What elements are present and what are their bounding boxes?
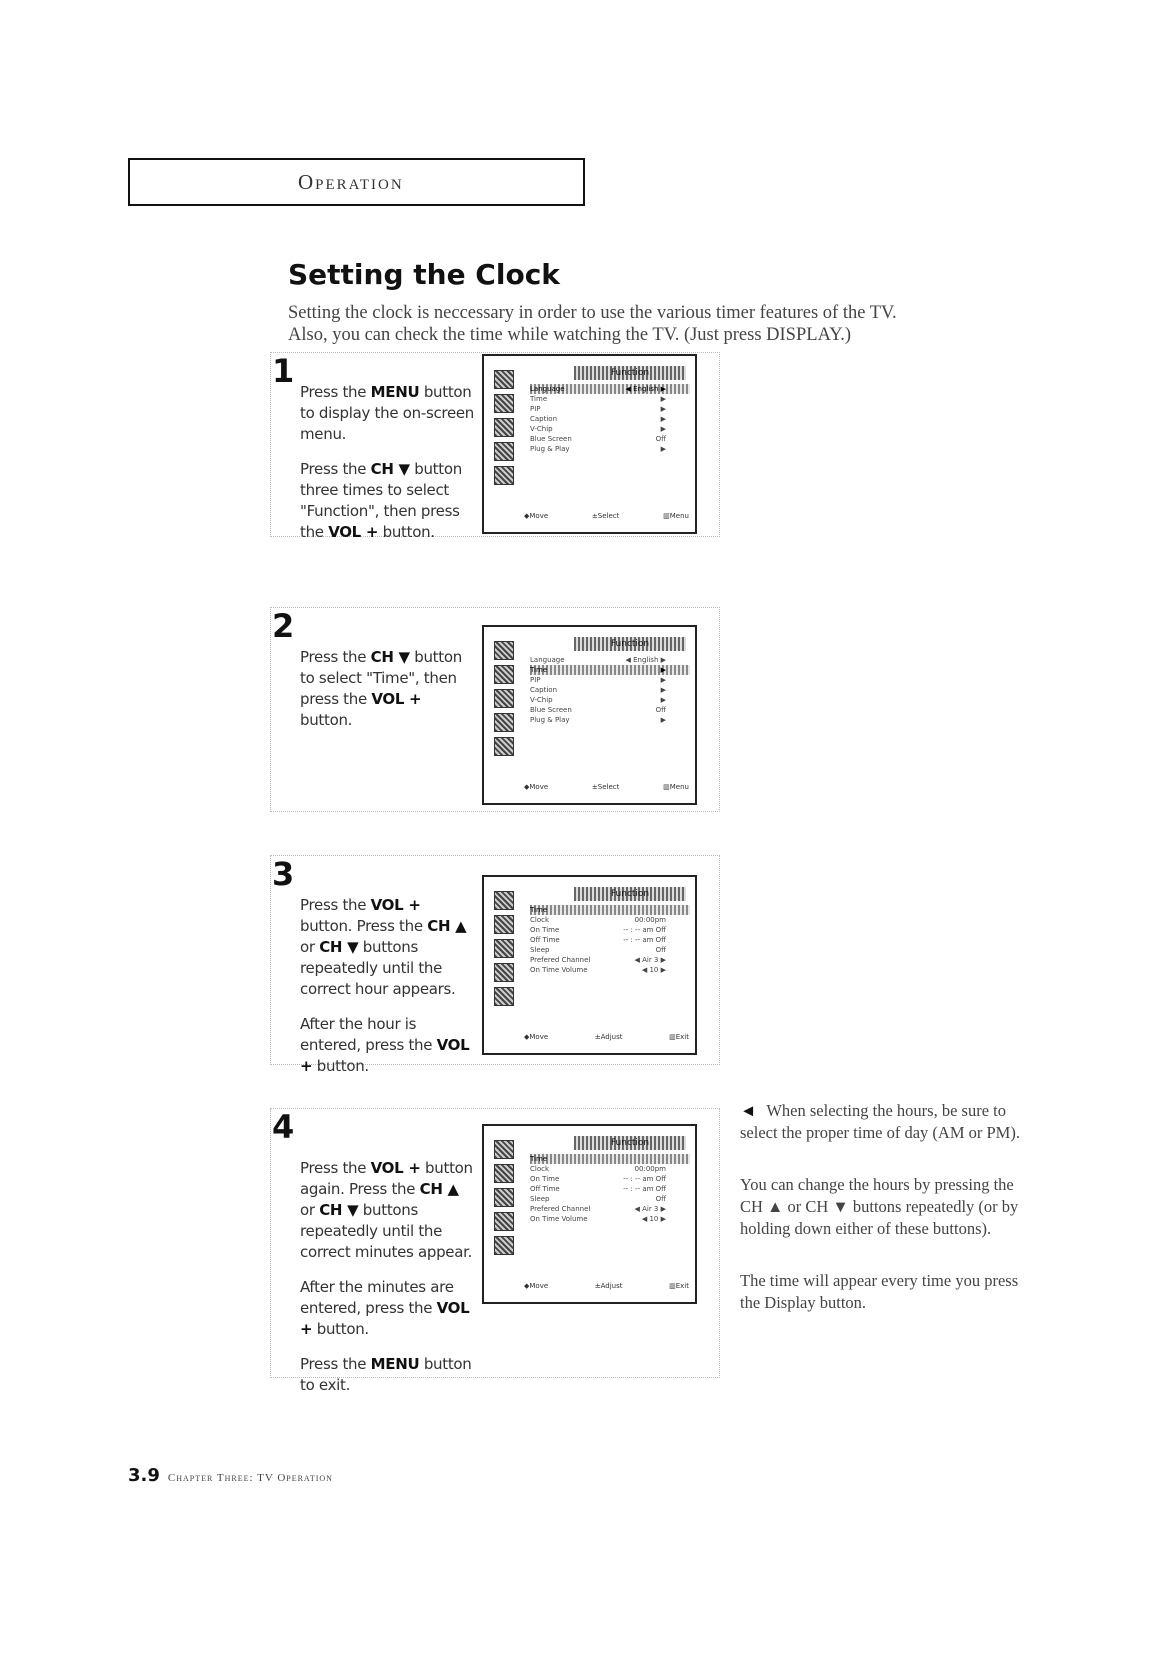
- osd-menu-item: Time: [530, 905, 690, 915]
- step-number: 1: [272, 352, 295, 390]
- menu-category-icon: [494, 1188, 514, 1207]
- step-4: [270, 1108, 720, 1394]
- osd-menu-list: [530, 384, 690, 454]
- menu-category-icon: [494, 665, 514, 684]
- osd-menu-item: On Time -- : -- am Off: [530, 926, 666, 934]
- osd-menu-item: Time: [530, 1154, 690, 1164]
- page-footer: [128, 1465, 333, 1486]
- step-1: [270, 352, 720, 541]
- osd-menu-item: PIP ▶: [530, 405, 666, 413]
- osd-menu-list: [530, 655, 690, 725]
- osd-menu-item: On Time Volume ◀ 10 ▶: [530, 1215, 666, 1223]
- osd-hint-bar: [524, 1033, 689, 1041]
- step-instructions: [300, 647, 475, 745]
- osd-menu-item: Caption ▶: [530, 415, 666, 423]
- osd-menu-item: Plug & Play ▶: [530, 716, 666, 724]
- osd-menu-item: Blue Screen Off: [530, 435, 666, 443]
- osd-menu-item: On Time -- : -- am Off: [530, 1175, 666, 1183]
- osd-menu-screen: [482, 625, 697, 805]
- menu-category-icon: [494, 1140, 514, 1159]
- osd-menu-screen: [482, 1124, 697, 1304]
- osd-menu-item: Language ◀ English ▶: [530, 656, 666, 664]
- osd-menu-item: V-Chip ▶: [530, 696, 666, 704]
- osd-hint: ±Adjust: [594, 1033, 623, 1041]
- osd-menu-item: Prefered Channel ◀ Air 3 ▶: [530, 956, 666, 964]
- osd-hint-bar: [524, 1282, 689, 1290]
- osd-menu-item: Sleep Off: [530, 946, 666, 954]
- step-paragraph: Press the CH ▼ button to select "Time", then press the VOL + button.: [300, 648, 462, 729]
- section-header: [128, 158, 585, 206]
- osd-hint: ◆Move: [524, 1033, 549, 1041]
- osd-title: Function: [574, 887, 686, 901]
- step-paragraph: Press the MENU button to exit.: [300, 1355, 472, 1394]
- step-number: 3: [272, 855, 295, 893]
- menu-category-icon: [494, 370, 514, 389]
- chapter-label: Chapter Three: TV Operation: [167, 1472, 333, 1484]
- section-title: Operation: [298, 169, 404, 194]
- osd-hint: ±Adjust: [594, 1282, 623, 1290]
- osd-menu-screen: [482, 875, 697, 1055]
- osd-menu-item: Blue Screen Off: [530, 706, 666, 714]
- menu-category-icon: [494, 1164, 514, 1183]
- step-number: 2: [272, 607, 295, 645]
- note-paragraph: You can change the hours by pressing the CH ▲ or CH ▼ buttons repeatedly (or by holding down either of these buttons).: [740, 1175, 1019, 1238]
- pointer-arrow-icon: ◄: [740, 1101, 757, 1120]
- osd-icon-column: [494, 1140, 514, 1255]
- osd-hint-bar: [524, 783, 689, 791]
- step-3: [270, 855, 720, 1075]
- step-paragraph: Press the MENU button to display the on-screen menu.: [300, 383, 475, 443]
- osd-menu-list: [530, 1154, 690, 1224]
- step-paragraph: After the hour is entered, press the VOL + button.: [300, 1015, 470, 1075]
- osd-hint: ◆Move: [524, 1282, 549, 1290]
- osd-menu-item: Off Time -- : -- am Off: [530, 936, 666, 944]
- osd-menu-list: [530, 905, 690, 975]
- menu-category-icon: [494, 466, 514, 485]
- osd-menu-item: Time ▶: [530, 395, 666, 403]
- note-paragraph: ◄ When selecting the hours, be sure to select the proper time of day (AM or PM).: [740, 1101, 1020, 1142]
- step-paragraph: After the minutes are entered, press the VOL + button.: [300, 1278, 470, 1338]
- osd-title: Function: [574, 637, 686, 651]
- osd-hint: ±Select: [591, 512, 620, 520]
- page-title: Setting the Clock: [288, 258, 560, 291]
- step-number: 4: [272, 1108, 295, 1146]
- osd-hint: ◆Move: [524, 512, 549, 520]
- page-number: 3.9: [128, 1465, 160, 1486]
- osd-hint: ±Select: [591, 783, 620, 791]
- osd-menu-item: Sleep Off: [530, 1195, 666, 1203]
- step-instructions: [300, 895, 475, 1091]
- intro-line: Also, you can check the time while watching the TV. (Just press DISPLAY.): [288, 325, 851, 345]
- osd-title: Function: [574, 366, 686, 380]
- menu-category-icon: [494, 1212, 514, 1231]
- menu-category-icon: [494, 915, 514, 934]
- menu-category-icon: [494, 641, 514, 660]
- menu-category-icon: [494, 442, 514, 461]
- menu-category-icon: [494, 891, 514, 910]
- note-paragraph: The time will appear every time you press the Display button.: [740, 1271, 1019, 1312]
- osd-menu-screen: [482, 354, 697, 534]
- intro-line: Setting the clock is neccessary in order to use the various timer features of the TV.: [288, 303, 897, 323]
- osd-hint-bar: [524, 512, 689, 520]
- menu-category-icon: [494, 1236, 514, 1255]
- step-paragraph: Press the CH ▼ button three times to select "Function", then press the VOL + button.: [300, 460, 462, 541]
- menu-category-icon: [494, 987, 514, 1006]
- menu-category-icon: [494, 963, 514, 982]
- osd-title: Function: [574, 1136, 686, 1150]
- osd-hint: ▥Exit: [669, 1033, 689, 1041]
- menu-category-icon: [494, 939, 514, 958]
- menu-category-icon: [494, 394, 514, 413]
- osd-menu-item: Language ◀ English ▶: [530, 384, 690, 394]
- osd-menu-item: Caption ▶: [530, 686, 666, 694]
- osd-menu-item: PIP ▶: [530, 676, 666, 684]
- osd-menu-item: On Time Volume ◀ 10 ▶: [530, 966, 666, 974]
- menu-category-icon: [494, 689, 514, 708]
- osd-menu-item: Off Time -- : -- am Off: [530, 1185, 666, 1193]
- osd-hint: ▥Exit: [669, 1282, 689, 1290]
- osd-icon-column: [494, 891, 514, 1006]
- osd-menu-item: Time ▶: [530, 665, 690, 675]
- osd-menu-item: Clock 00:00pm: [530, 916, 666, 924]
- step-2: [270, 607, 720, 812]
- osd-menu-item: V-Chip ▶: [530, 425, 666, 433]
- step-instructions: [300, 1158, 475, 1410]
- osd-icon-column: [494, 370, 514, 485]
- osd-menu-item: Prefered Channel ◀ Air 3 ▶: [530, 1205, 666, 1213]
- side-notes: [740, 1100, 1040, 1344]
- osd-icon-column: [494, 641, 514, 756]
- osd-hint: ▥Menu: [663, 512, 689, 520]
- menu-category-icon: [494, 418, 514, 437]
- step-paragraph: Press the VOL + button. Press the CH ▲ or CH ▼ buttons repeatedly until the correct hour appears.: [300, 896, 467, 998]
- menu-category-icon: [494, 713, 514, 732]
- osd-menu-item: Plug & Play ▶: [530, 445, 666, 453]
- osd-menu-item: Clock 00:00pm: [530, 1165, 666, 1173]
- osd-hint: ◆Move: [524, 783, 549, 791]
- step-paragraph: Press the VOL + button again. Press the CH ▲ or CH ▼ buttons repeatedly until the correct minutes appear.: [300, 1159, 473, 1261]
- osd-hint: ▥Menu: [663, 783, 689, 791]
- menu-category-icon: [494, 737, 514, 756]
- step-instructions: [300, 382, 475, 557]
- intro-text: [288, 302, 988, 346]
